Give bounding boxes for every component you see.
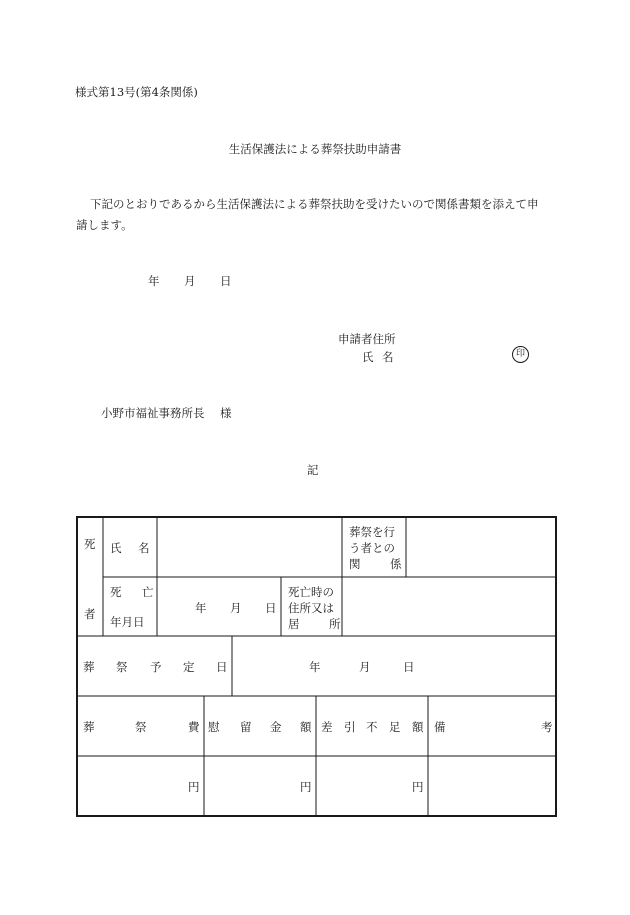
condolence-label-char-4: 額 — [300, 720, 312, 734]
funeral-date-label-char-4: 定 — [183, 660, 195, 674]
shortfall-yen: 円 — [412, 780, 424, 794]
date-month-label: 月 — [184, 274, 196, 288]
deceased-label-top: 死 — [84, 537, 96, 551]
date-year-label: 年 — [148, 274, 160, 288]
funeral-date-label-char-2: 祭 — [116, 660, 128, 674]
death-address-label-line-1: 死亡時の — [288, 585, 334, 599]
funeral-cost-yen: 円 — [188, 780, 200, 794]
death-address-label-line-3a: 居 — [288, 617, 300, 631]
application-form-table — [76, 516, 557, 817]
applicant-name-label-2: 名 — [382, 350, 394, 364]
applicant-address-label: 申請者住所 — [338, 332, 396, 346]
applicant-name-label-1: 氏 — [362, 350, 374, 364]
funeral-year-label: 年 — [309, 660, 321, 674]
death-address-label-line-3b: 所 — [329, 617, 341, 631]
name-label-1: 氏 — [110, 541, 122, 555]
relation-label-line-2: う者との — [349, 541, 395, 555]
relation-label-line-1: 葬祭を行 — [349, 525, 395, 539]
body-text-line-2: 請します。 — [76, 218, 133, 232]
body-text-line-1: 下記のとおりであるから生活保護法による葬祭扶助を受けたいので関係書類を添えて申 — [90, 197, 539, 211]
death-date-label-2: 年月日 — [110, 615, 145, 629]
death-date-label-1b: 亡 — [142, 585, 154, 599]
death-day-label: 日 — [265, 601, 277, 615]
deceased-label-bottom: 者 — [84, 607, 96, 621]
remarks-label-char-1: 備 — [434, 720, 446, 734]
condolence-label-char-3: 金 — [270, 720, 282, 734]
condolence-label-char-1: 慰 — [208, 720, 220, 734]
addressee-honorific: 様 — [220, 406, 232, 420]
funeral-cost-label-char-2: 祭 — [135, 720, 147, 734]
funeral-day-label: 日 — [403, 660, 415, 674]
date-day-label: 日 — [220, 274, 232, 288]
shortfall-label-char-2: 引 — [344, 720, 356, 734]
remarks-label-char-2: 考 — [541, 720, 553, 734]
addressee-name: 小野市福祉事務所長 — [101, 406, 205, 420]
seal-mark: 印 — [512, 346, 529, 363]
shortfall-label-char-5: 額 — [412, 720, 424, 734]
ki-heading: 記 — [307, 463, 319, 477]
death-date-label-1a: 死 — [110, 585, 122, 599]
shortfall-label-char-3: 不 — [366, 720, 378, 734]
funeral-cost-label-char-1: 葬 — [83, 720, 95, 734]
funeral-date-label-char-3: 予 — [150, 660, 162, 674]
funeral-date-label-char-1: 葬 — [83, 660, 95, 674]
death-year-label: 年 — [195, 601, 207, 615]
document-title: 生活保護法による葬祭扶助申請書 — [228, 142, 402, 156]
death-month-label: 月 — [230, 601, 242, 615]
relation-label-line-3b: 係 — [390, 557, 402, 571]
condolence-label-char-2: 留 — [240, 720, 252, 734]
form-number: 様式第13号(第4条関係) — [75, 85, 198, 99]
funeral-date-label-char-5: 日 — [216, 660, 228, 674]
shortfall-label-char-4: 足 — [389, 720, 401, 734]
condolence-yen: 円 — [300, 780, 312, 794]
funeral-cost-label-char-3: 費 — [188, 720, 200, 734]
relation-label-line-3a: 関 — [349, 557, 361, 571]
name-label-2: 名 — [138, 541, 150, 555]
funeral-month-label: 月 — [359, 660, 371, 674]
shortfall-label-char-1: 差 — [321, 720, 333, 734]
death-address-label-line-2: 住所又は — [288, 601, 334, 615]
